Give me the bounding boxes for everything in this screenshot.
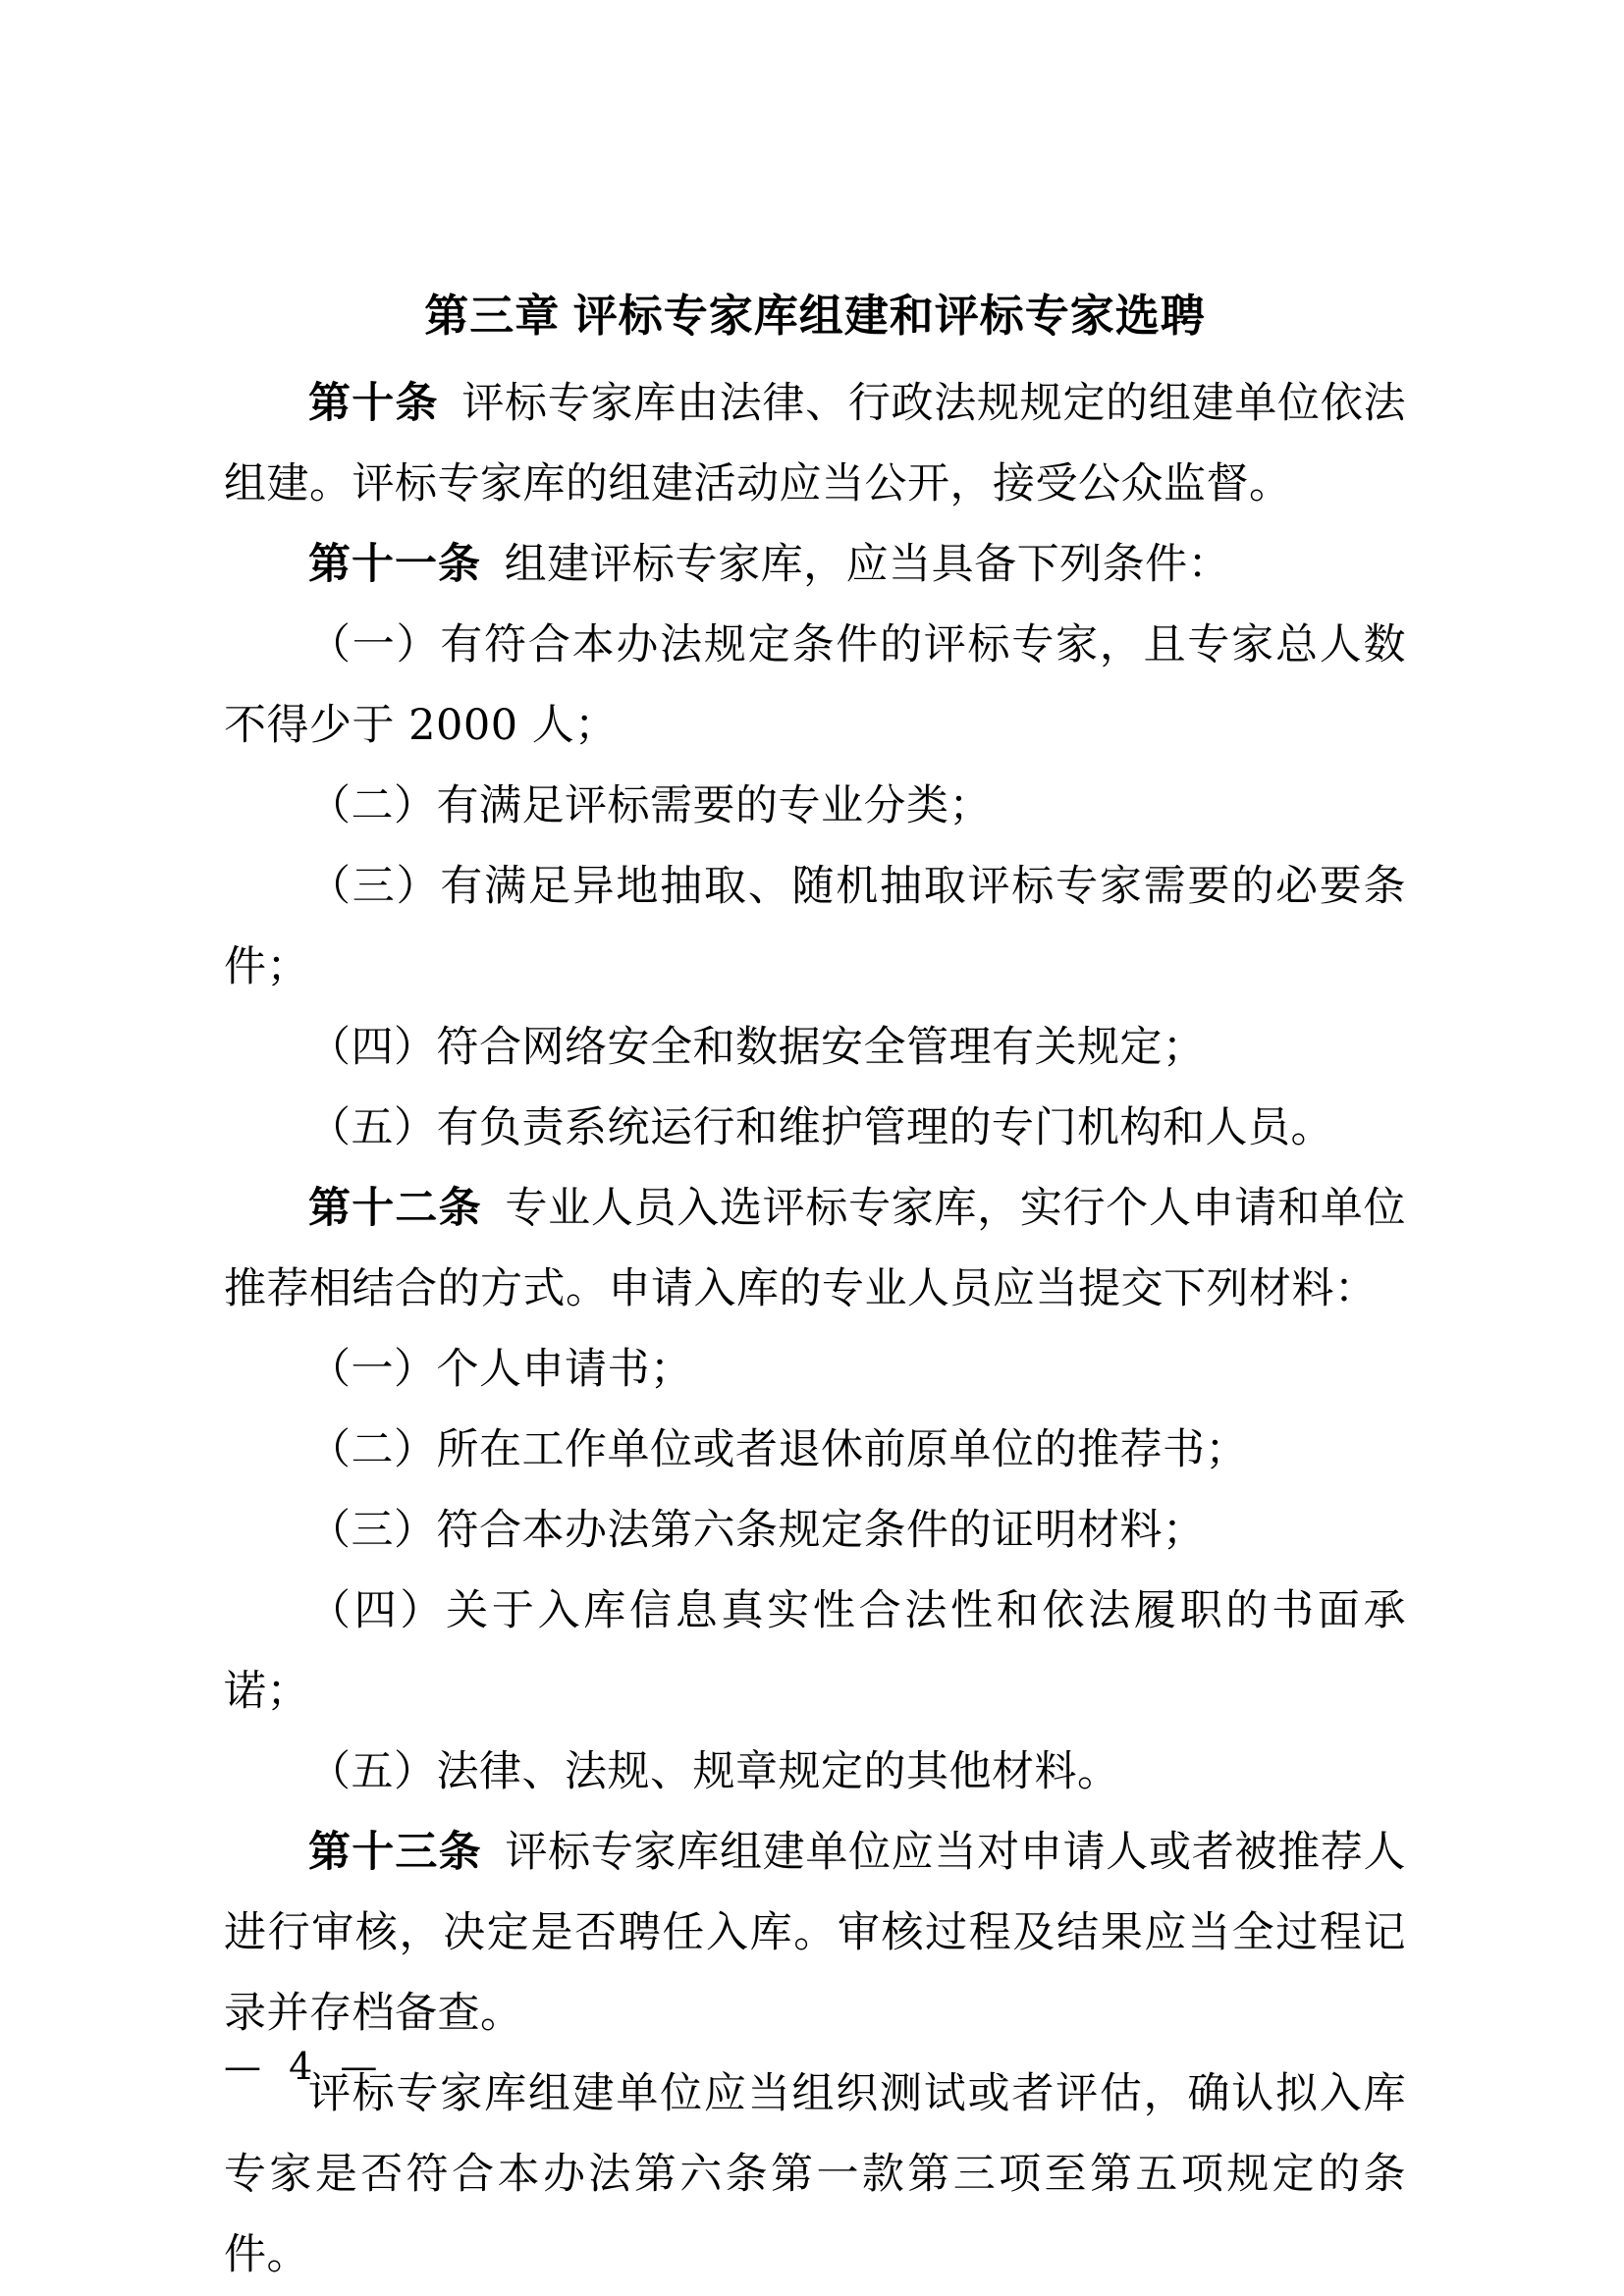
paragraph-text: （三）符合本办法第六条规定条件的证明材料；: [308, 1506, 1206, 1555]
paragraph-text: 评标专家库组建单位应当组织测试或者评估，确认拟入库专家是否符合本办法第六条第一款第三项至第五项规定的条件。: [224, 2069, 1406, 2279]
paragraph-text: （五）有负责系统运行和维护管理的专门机构和人员。: [308, 1103, 1333, 1152]
list-item-12-2: [224, 1410, 1406, 1490]
list-item-12-1: [224, 1329, 1406, 1410]
paragraph-article-13-continued: [224, 2054, 1406, 2295]
paragraph-article-12: [224, 1168, 1406, 1329]
paragraph-article-11: [224, 524, 1406, 605]
paragraph-article-10: [224, 363, 1406, 524]
document-body: [224, 293, 1406, 2295]
paragraph-text: （二）所在工作单位或者退休前原单位的推荐书；: [308, 1425, 1248, 1474]
paragraph-text: （四）符合网络安全和数据安全管理有关规定；: [308, 1023, 1206, 1072]
paragraph-text: （五）法律、法规、规章规定的其他材料。: [308, 1747, 1120, 1796]
paragraph-text: 评标专家库组建单位应当对申请人或者被推荐人进行审核，决定是否聘任入库。审核过程及结果应当全过程记录并存档备查。: [224, 1828, 1407, 2038]
list-item-12-5: [224, 1732, 1406, 1812]
paragraph-text: （二）有满足评标需要的专业分类；: [308, 781, 992, 830]
article-number-11: 第十一条: [308, 541, 481, 588]
list-item-11-5: [224, 1088, 1406, 1168]
list-item-12-4: [224, 1571, 1406, 1732]
article-number-13: 第十三条: [308, 1829, 482, 1876]
list-item-11-1: [224, 605, 1406, 766]
paragraph-article-13: [224, 1812, 1406, 2054]
list-item-11-3: [224, 846, 1406, 1007]
paragraph-text: （一）有符合本办法规定条件的评标专家，且专家总人数不得少于 2000 人；: [224, 620, 1406, 750]
page-number: — 4 —: [224, 2045, 386, 2088]
list-item-12-3: [224, 1490, 1406, 1571]
paragraph-text: 组建评标专家库，应当具备下列条件：: [504, 540, 1231, 589]
list-item-11-4: [224, 1007, 1406, 1088]
paragraph-text: 专业人员入选评标专家库，实行个人申请和单位推荐相结合的方式。申请入库的专业人员应当提交下列材料：: [224, 1184, 1407, 1313]
chapter-title: 第三章 评标专家库组建和评标专家选聘: [424, 291, 1206, 341]
paragraph-text: 评标专家库由法律、行政法规规定的组建单位依法组建。评标专家库的组建活动应当公开，接受公众监督。: [224, 379, 1407, 508]
article-number-12: 第十二条: [308, 1185, 482, 1232]
paragraph-text: （四）关于入库信息真实性合法性和依法履职的书面承诺；: [224, 1586, 1406, 1716]
list-item-11-2: [224, 766, 1406, 846]
paragraph-text: （三）有满足异地抽取、随机抽取评标专家需要的必要条件；: [224, 862, 1406, 991]
article-number-10: 第十条: [308, 380, 439, 427]
paragraph-text: （一）个人申请书；: [308, 1345, 693, 1394]
